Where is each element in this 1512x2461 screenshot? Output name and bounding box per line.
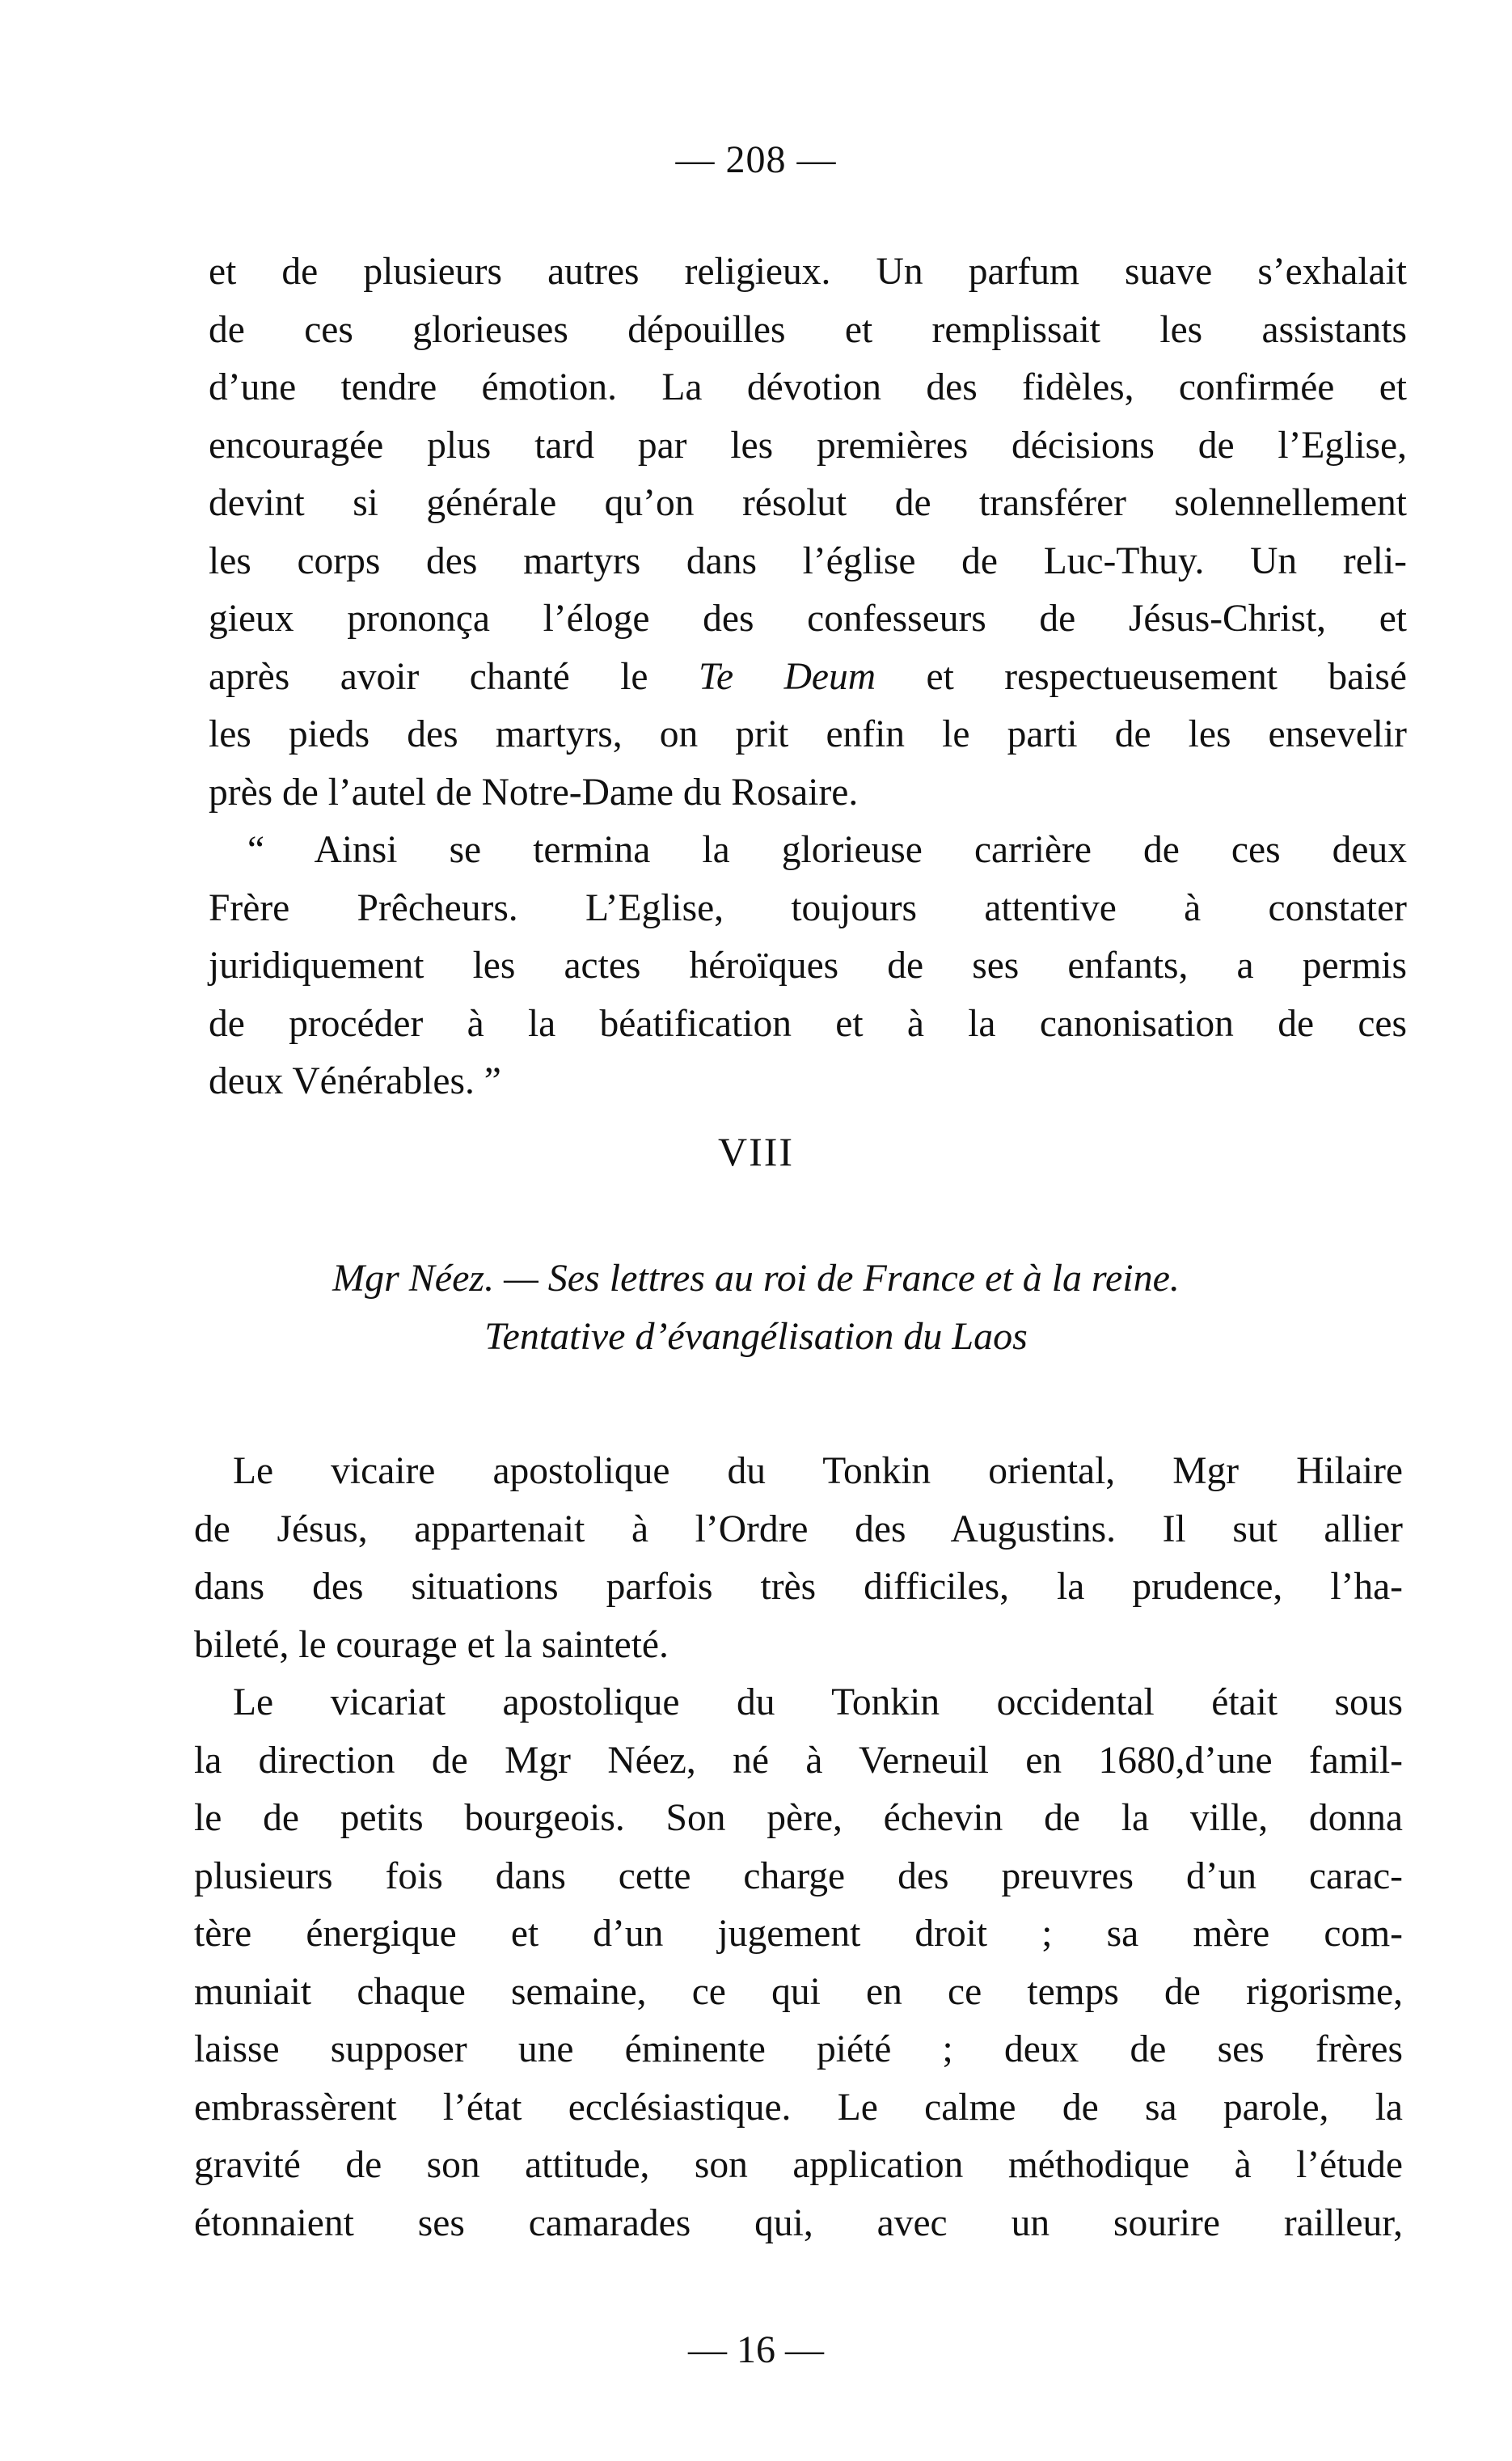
chapter-heading-line2: Tentative d’évangélisation du Laos bbox=[484, 1315, 1028, 1358]
section-number: VIII bbox=[717, 1129, 795, 1174]
te-deum-italic: Te Deum bbox=[698, 655, 876, 698]
text-line: tère énergique et d’un jugement droit ; sa mère com- bbox=[194, 1913, 1403, 1955]
text-line: deux Vénérables. ” bbox=[209, 1060, 501, 1102]
text-line: “ Ainsi se termina la glorieuse carrière de ces deux bbox=[247, 829, 1407, 871]
text-line: de Jésus, appartenait à l’Ordre des Augustins. Il sut allier bbox=[194, 1507, 1403, 1550]
text-line: Le vicaire apostolique du Tonkin oriental, Mgr Hilaire bbox=[233, 1450, 1403, 1492]
signature-mark-bottom: — 16 — bbox=[688, 2328, 824, 2371]
text-line: près de l’autel de Notre-Dame du Rosaire. bbox=[209, 771, 859, 814]
text-line: de ces glorieuses dépouilles et remplissait les assistants bbox=[209, 308, 1407, 351]
text-line: la direction de Mgr Néez, né à Verneuil en 1680,d’une famil- bbox=[194, 1739, 1403, 1782]
text-line: les pieds des martyrs, on prit enfin le parti de les ensevelir bbox=[209, 713, 1407, 755]
page-number-top: — 208 — bbox=[675, 138, 837, 181]
text-line: d’une tendre émotion. La dévotion des fidèles, confirmée et bbox=[209, 366, 1407, 408]
text-fragment: et respectueusement baisé bbox=[876, 655, 1407, 698]
chapter-heading-line1: Mgr Néez. — Ses lettres au roi de France et à la reine. bbox=[332, 1257, 1180, 1300]
paragraph-martyrs bbox=[209, 243, 1407, 1111]
text-line: bileté, le courage et la sainteté. bbox=[194, 1623, 669, 1666]
text-line: plusieurs fois dans cette charge des preuvres d’un carac- bbox=[194, 1854, 1403, 1897]
text-fragment: après avoir chanté le bbox=[209, 655, 699, 698]
text-line: juridiquement les actes héroïques de ses enfants, a permis bbox=[209, 945, 1407, 987]
text-line: Le vicariat apostolique du Tonkin occidental était sous bbox=[233, 1681, 1403, 1723]
text-line: les corps des martyrs dans l’église de Luc-Thuy. Un reli- bbox=[209, 539, 1407, 582]
text-line: le de petits bourgeois. Son père, échevin de la ville, donna bbox=[194, 1797, 1403, 1839]
text-line: laisse supposer une éminente piété ; deux de ses frères bbox=[194, 2028, 1403, 2070]
text-line: Frère Prêcheurs. L’Eglise, toujours attentive à constater bbox=[209, 886, 1407, 929]
text-line-te-deum bbox=[209, 649, 1407, 707]
text-line: étonnaient ses camarades qui, avec un sourire railleur, bbox=[194, 2201, 1403, 2244]
text-line: devint si générale qu’on résolut de transférer solennellement bbox=[209, 482, 1407, 524]
text-line: et de plusieurs autres religieux. Un parfum suave s’exhalait bbox=[209, 251, 1407, 293]
text-line: embrassèrent l’état ecclésiastique. Le calme de sa parole, la bbox=[194, 2086, 1403, 2129]
paragraph-mgr-neez bbox=[194, 1443, 1403, 2252]
text-line: gravité de son attitude, son application méthodique à l’étude bbox=[194, 2144, 1403, 2186]
text-line: encouragée plus tard par les premières décisions de l’Eglise, bbox=[209, 424, 1407, 467]
text-line: dans des situations parfois très difficiles, la prudence, l’ha- bbox=[194, 1566, 1403, 1608]
text-line: muniait chaque semaine, ce qui en ce temps de rigorisme, bbox=[194, 1970, 1403, 2013]
text-line: de procéder à la béatification et à la canonisation de ces bbox=[209, 1002, 1407, 1045]
text-line: gieux prononça l’éloge des confesseurs de Jésus-Christ, et bbox=[209, 598, 1407, 640]
